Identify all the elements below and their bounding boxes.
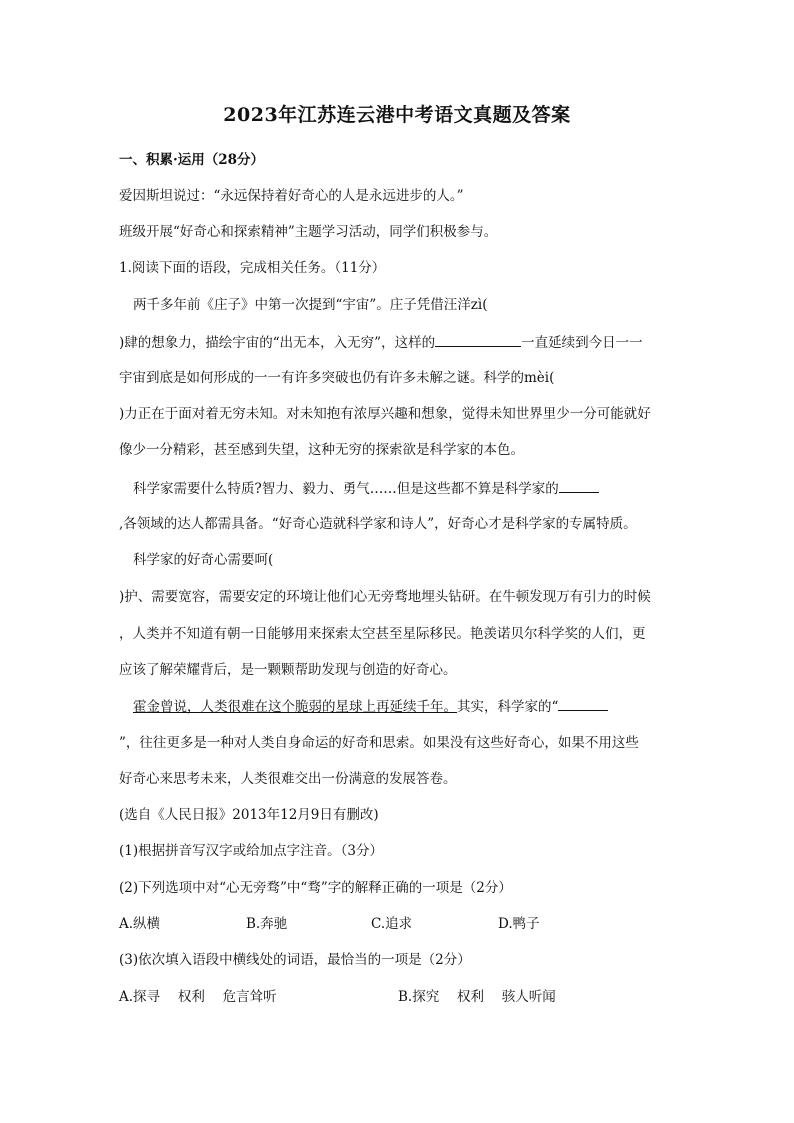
sub2-option-c[interactable]: C.追求 bbox=[371, 916, 413, 932]
para1-line1: 两千多年前《庄子》中第一次提到“宇宙”。庄子凭借汪洋zì( bbox=[133, 297, 488, 313]
para1-line2-text-a: )肆的想象力，描绘宇宙的“出无本，入无穷”，这样的 bbox=[119, 335, 436, 351]
sub2-option-b[interactable]: B.奔驰 bbox=[246, 916, 288, 932]
para3-line1: 科学家的好奇心需要呵( bbox=[133, 552, 274, 568]
sub-question-2: (2)下列选项中对“心无旁骛”中“骛”字的解释正确的一项是（2分） bbox=[119, 880, 512, 896]
answer-blank-3[interactable] bbox=[558, 696, 608, 711]
underlined-sentence: 霍金曾说，人类很难在这个脆弱的星球上再延续千年。 bbox=[133, 699, 457, 715]
para2-line2: ,各领域的达人都需具备。“好奇心造就科学家和诗人”，好奇心才是科学家的专属特质。 bbox=[119, 516, 637, 532]
page-title: 2023年江苏连云港中考语文真题及答案 bbox=[223, 104, 571, 126]
para1-line2 bbox=[119, 332, 643, 353]
source-citation: (选自《人民日报》2013年12月9日有删改) bbox=[119, 807, 379, 823]
para4-line3: 好奇心来思考未来，人类很难交出一份满意的发展答卷。 bbox=[119, 771, 457, 787]
answer-blank-2[interactable] bbox=[559, 478, 599, 493]
intro-line: 班级开展“好奇心和探索精神”主题学习活动，同学们积极参与。 bbox=[119, 224, 498, 240]
sub-question-1: (1)根据拼音写汉字或给加点字注音。（3分） bbox=[119, 843, 383, 859]
para2-line1 bbox=[133, 478, 599, 499]
sub2-option-a[interactable]: A.纵横 bbox=[119, 916, 161, 932]
para1-line3: 宇宙到底是如何形成的一一有许多突破也仍有许多未解之谜。科学的mèi( bbox=[119, 370, 555, 386]
question-1-heading: 1.阅读下面的语段，完成相关任务。（11分） bbox=[119, 260, 386, 276]
para3-line2: )护、需要宽容，需要安定的环境让他们心无旁骛地埋头钻研。在牛顿发现万有引力的时候 bbox=[119, 589, 651, 605]
para3-line4: 应该了解荣耀背后，是一颗颗帮助发现与创造的好奇心。 bbox=[119, 662, 457, 678]
sub2-option-d[interactable]: D.鸭子 bbox=[498, 916, 540, 932]
sub3-option-b[interactable]: B.探究 权利 骇人听闻 bbox=[398, 989, 556, 1005]
para1-line4: )力正在于面对着无穷未知。对未知抱有浓厚兴趣和想象，觉得未知世界里少一分可能就好 bbox=[119, 406, 651, 422]
para4-line1 bbox=[133, 696, 608, 717]
sub3-option-a[interactable]: A.探寻 权利 危言耸听 bbox=[119, 989, 277, 1005]
quote-line: 爱因斯坦说过：“永远保持着好奇心的人是永远进步的人。” bbox=[119, 188, 464, 204]
sub-question-3: (3)依次填入语段中横线处的词语，最恰当的一项是（2分） bbox=[119, 952, 471, 968]
para1-line5: 像少一分精彩，甚至感到失望，这种无穷的探索欲是科学家的本色。 bbox=[119, 442, 524, 458]
para1-line2-text-b: 一直延续到今日一一 bbox=[521, 335, 643, 351]
para3-line3: ，人类并不知道有朝一日能够用来探索太空甚至星际移民。艳羡诺贝尔科学奖的人们，更 bbox=[119, 626, 646, 642]
para4-line2: ”，往往更多是一种对人类自身命运的好奇和思索。如果没有这些好奇心，如果不用这些 bbox=[119, 735, 639, 751]
para4-line1-rest: 其实，科学家的“ bbox=[457, 699, 559, 715]
para2-line1-text: 科学家需要什么特质?智力、毅力、勇气……但是这些都不算是科学家的 bbox=[133, 481, 559, 497]
answer-blank-1[interactable] bbox=[435, 332, 521, 347]
section-heading: 一、积累·运用（28分） bbox=[119, 152, 264, 168]
